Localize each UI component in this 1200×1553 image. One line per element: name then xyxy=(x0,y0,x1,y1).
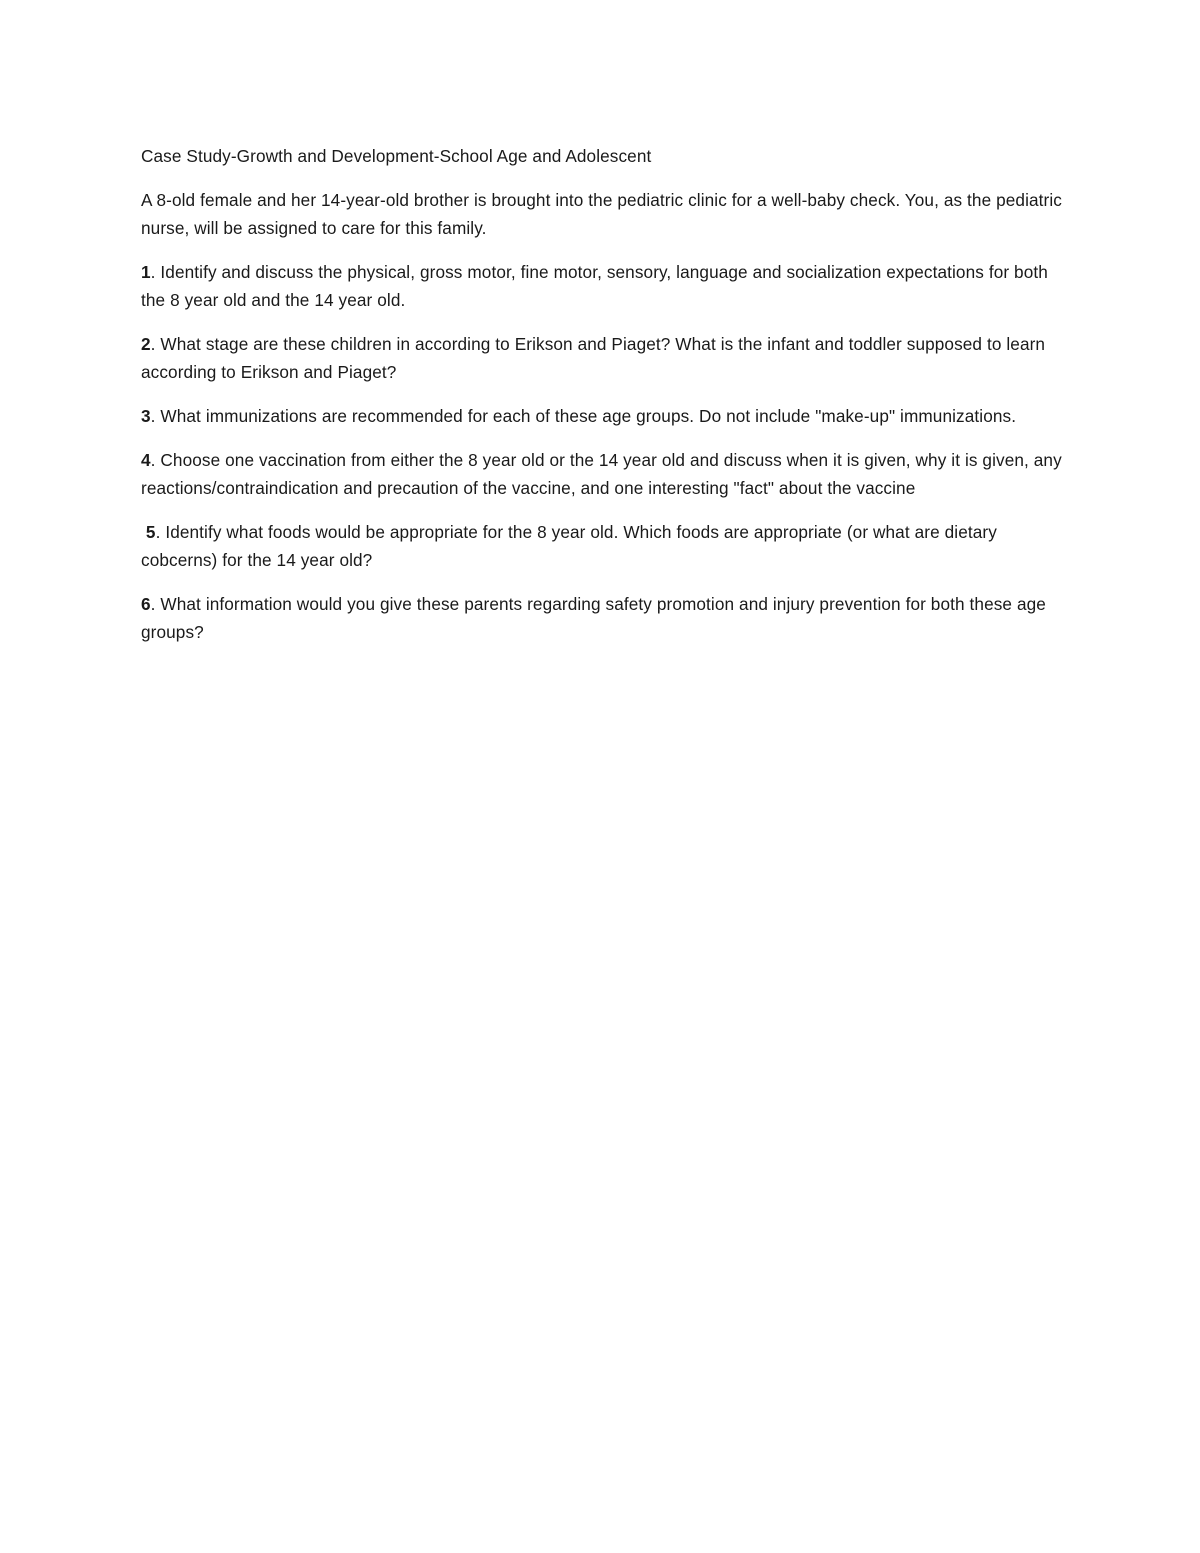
document-body xyxy=(141,142,1066,662)
question-3 xyxy=(141,402,1066,430)
question-number: 2 xyxy=(141,334,151,354)
question-5 xyxy=(141,518,1066,574)
question-1 xyxy=(141,258,1066,314)
question-2 xyxy=(141,330,1066,386)
question-number: 3 xyxy=(141,406,151,426)
question-6 xyxy=(141,590,1066,646)
case-intro: A 8-old female and her 14-year-old brother is brought into the pediatric clinic for a well-baby check. You, as the pediatric nurse, will be assigned to care for this family. xyxy=(141,190,1062,238)
question-number: 1 xyxy=(141,262,151,282)
question-number: 6 xyxy=(141,594,151,614)
question-text: . What information would you give these parents regarding safety promotion and injury prevention for both these age groups? xyxy=(141,594,1046,642)
question-number: 5 xyxy=(141,522,156,542)
question-number: 4 xyxy=(141,450,151,470)
question-text: . What immunizations are recommended for each of these age groups. Do not include "make-up" immunizations. xyxy=(150,406,1017,426)
question-text: . Identify and discuss the physical, gross motor, fine motor, sensory, language and socialization expectations for both the 8 year old and the 14 year old. xyxy=(141,262,1048,310)
document-title: Case Study-Growth and Development-School Age and Adolescent xyxy=(141,146,652,166)
question-text: . What stage are these children in according to Erikson and Piaget? What is the infant and toddler supposed to learn according to Erikson and Piaget? xyxy=(141,334,1046,382)
question-text: . Identify what foods would be appropriate for the 8 year old. Which foods are appropriate (or what are dietary cobcerns) for the 14 year old? xyxy=(141,522,997,570)
question-text: . Choose one vaccination from either the 8 year old or the 14 year old and discuss when it is given, why it is given, any reactions/contraindication and precaution of the vaccine, and one interesting "fact" about the vaccine xyxy=(141,450,1062,498)
question-4 xyxy=(141,446,1066,502)
